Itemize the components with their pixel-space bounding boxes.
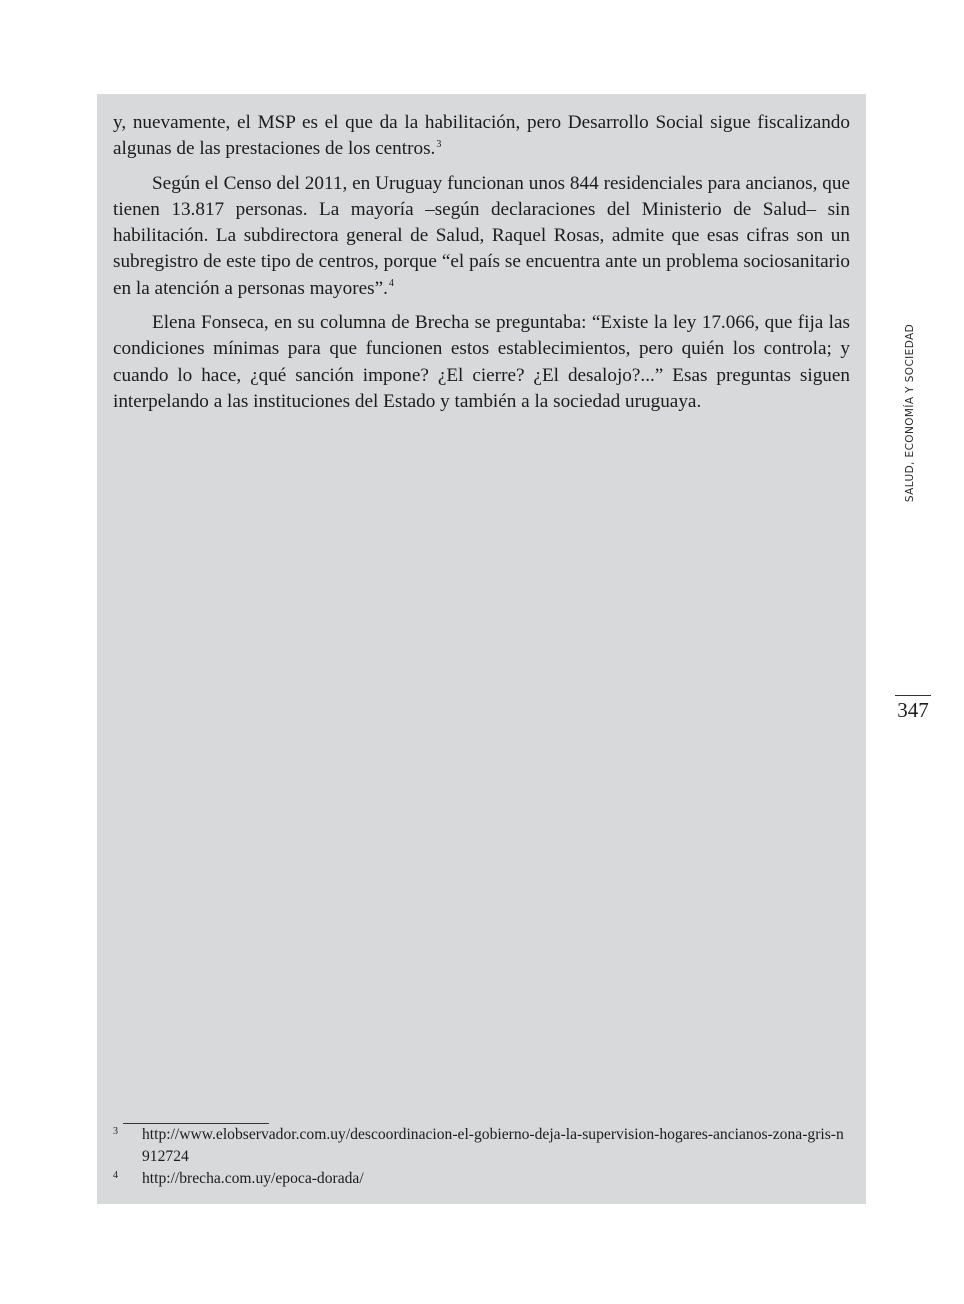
page-number-rule bbox=[895, 695, 931, 696]
article-body bbox=[113, 110, 850, 423]
footnote-4 bbox=[113, 1168, 850, 1190]
paragraph-1 bbox=[113, 110, 850, 163]
footnotes bbox=[113, 1124, 850, 1190]
footnote-ref-3[interactable]: 3 bbox=[436, 138, 442, 150]
paragraph-2-text: Según el Censo del 2011, en Uruguay funcionan unos 844 residenciales para ancianos, que tienen 13.817 personas. La mayoría –según declaraciones del Ministerio de Salud– sin habilitación. La subdirectora general de Salud, Raquel Rosas, admite que esas cifras son un subregistro de este tipo de centros, porque “el país se encuentra ante un problema sociosanitario en la atención a personas mayores”. bbox=[113, 172, 850, 299]
page-number: 347 bbox=[897, 698, 929, 722]
footnote-number: 4 bbox=[113, 1170, 118, 1181]
paragraph-2 bbox=[113, 171, 850, 302]
footnote-link[interactable]: http://brecha.com.uy/epoca-dorada/ bbox=[142, 1170, 364, 1187]
paragraph-3 bbox=[113, 310, 850, 415]
paragraph-3-text: Elena Fonseca, en su columna de Brecha se preguntaba: “Existe la ley 17.066, que fija las condiciones mínimas para que funcionen estos establecimientos, pero quién los controla; y cuando lo hace, ¿qué sanción impone? ¿El cierre? ¿El desalojo?...” Esas preguntas siguen interpelando a las instituciones del Estado y también a la sociedad uruguaya. bbox=[113, 312, 850, 412]
footnote-number: 3 bbox=[113, 1126, 118, 1137]
running-head: SALUD, ECONOMÍA Y SOCIEDAD bbox=[904, 323, 916, 503]
paragraph-1-text: y, nuevamente, el MSP es el que da la habilitación, pero Desarrollo Social sigue fiscalizando algunas de las prestaciones de los centros. bbox=[113, 112, 850, 160]
footnote-link[interactable]: http://www.elobservador.com.uy/descoordinacion-el-gobierno-deja-la-supervision-hogares-ancianos-zona-gris-n912724 bbox=[142, 1126, 844, 1165]
footnote-3 bbox=[113, 1124, 850, 1168]
footnote-ref-4[interactable]: 4 bbox=[388, 278, 394, 290]
